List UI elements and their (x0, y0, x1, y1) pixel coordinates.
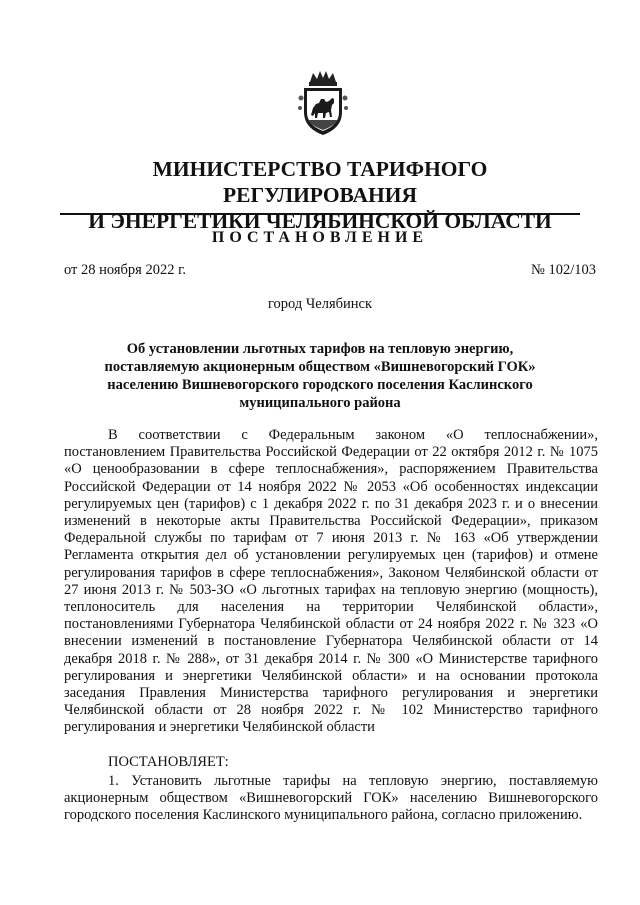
clause-1: 1. Установить льготные тарифы на тепловую энергию, поставляемую акционерным обществом «Вишневогорский ГОК» населению Вишневогорского городского поселения Каслинского муниципального района, согласно приложению. (64, 773, 598, 824)
coat-of-arms-icon (296, 68, 350, 138)
ministry-name (60, 156, 580, 234)
header-divider (60, 213, 580, 215)
document-type: ПОСТАНОВЛЕНИЕ (211, 229, 429, 246)
document-city: город Челябинск (267, 296, 373, 312)
ministry-line-2: И ЭНЕРГЕТИКИ ЧЕЛЯБИНСКОЙ ОБЛАСТИ (88, 209, 552, 233)
title-line-1: Об установлении льготных тарифов на тепловую энергию, (126, 341, 514, 357)
document-date: от 28 ноября 2022 г. (64, 262, 187, 278)
ministry-line-1: МИНИСТЕРСТВО ТАРИФНОГО РЕГУЛИРОВАНИЯ (152, 157, 488, 207)
title-line-4: муниципального района (239, 395, 401, 411)
document-number: № 102/103 (531, 262, 596, 278)
document-title (80, 340, 560, 412)
title-line-3: населению Вишневогорского городского поселения Каслинского (107, 377, 533, 393)
title-line-2: поставляемую акционерным обществом «Вишневогорский ГОК» (104, 359, 536, 375)
preamble-paragraph: В соответствии с Федеральным законом «О теплоснабжении», постановлением Правительства Российской Федерации от 22 октября 2012 г. № 1075 «О ценообразовании в сфере теплоснабжения», распоряжением Правительства Российской Федерации от 14 ноября 2022 № 2053 «Об особенностях индексации регулируемых цен (тарифов) с 1 декабря 2022 г. по 31 декабря 2023 г. и о внесении изменений в некоторые акты Правительства Российской Федерации», приказом Федеральной службы по тарифам от 7 июня 2013 г. № 163 «Об утверждении Регламента открытия дел об установлении регулируемых цен (тарифов) и отмене регулирования тарифов в сфере теплоснабжения», Законом Челябинской области от 27 июня 2013 г. № 503-ЗО «О льготных тарифах на тепловую энергию (мощность), теплоноситель для населения на территории Челябинской области», постановлениями Губернатора Челябинской области от 24 ноября 2022 г. № 323 «О внесении изменений в постановление Губернатора Челябинской области от 14 декабря 2018 г. № 288», от 31 декабря 2014 г. № 300 «О Министерстве тарифного регулирования и энергетики Челябинской области» и на основании протокола заседания Правления Министерства тарифного регулирования и энергетики Челябинской области от 28 ноября 2022 г. № 102 Министерство тарифного регулирования и энергетики Челябинской области (64, 427, 598, 736)
decree-word: ПОСТАНОВЛЯЕТ: (108, 754, 229, 770)
